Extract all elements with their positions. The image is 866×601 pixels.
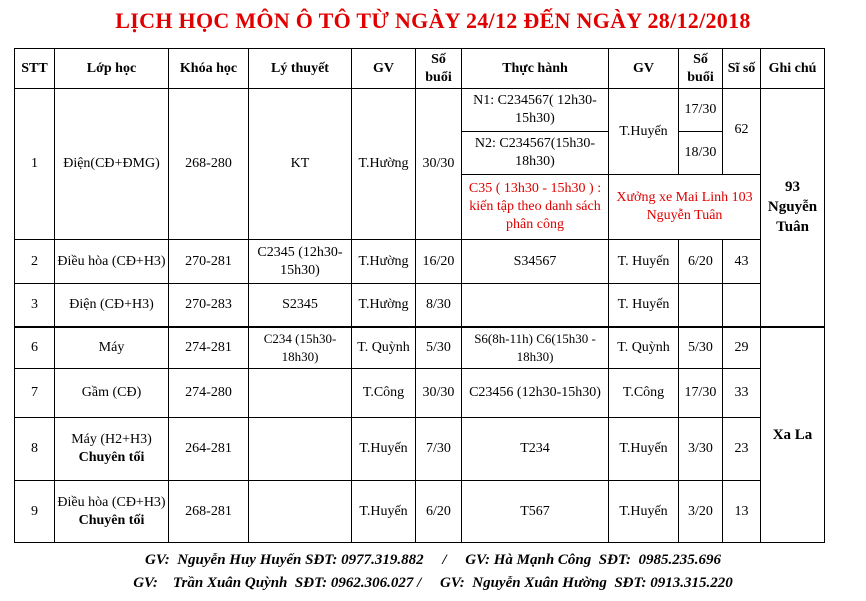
table-row: [15, 240, 825, 284]
cell-size: 33: [723, 369, 761, 418]
table-row: [15, 369, 825, 418]
cell-teacher-2: T.Công: [609, 369, 679, 418]
class-evening-tag: Chuyên tối: [78, 450, 145, 465]
cell-theory: KT: [249, 89, 352, 240]
col-header-size: Sĩ số: [723, 49, 761, 89]
cell-sessions-2: 5/30: [679, 327, 723, 369]
col-header-class: Lớp học: [55, 49, 169, 89]
cell-stt: 6: [15, 327, 55, 369]
cell-teacher-2: T.Huyến: [609, 418, 679, 481]
cell-sessions: 30/30: [416, 89, 462, 240]
cell-class: Máy: [55, 327, 169, 369]
cell-stt: 8: [15, 418, 55, 481]
col-header-sessions-2: Số buổi: [679, 49, 723, 89]
class-name: Điều hòa (CĐ+H3): [57, 494, 166, 510]
cell-sessions-2: 6/20: [679, 240, 723, 284]
header-row: [15, 49, 825, 89]
cell-class: Gầm (CĐ): [55, 369, 169, 418]
cell-stt: 3: [15, 284, 55, 327]
cell-theory: [249, 481, 352, 543]
cell-practice: S34567: [462, 240, 609, 284]
cell-teacher-2: T.Huyến: [609, 89, 679, 175]
cell-teacher: T.Huyến: [352, 418, 416, 481]
cell-sessions-2b: 18/30: [679, 132, 723, 175]
contact-line-2: GV: Trần Xuân Quỳnh SĐT: 0962.306.027 / GV: Nguyễn Xuân Hường SĐT: 0913.315.220: [133, 575, 733, 591]
cell-teacher: T.Huyến: [352, 481, 416, 543]
cell-size: 23: [723, 418, 761, 481]
cell-class: [55, 418, 169, 481]
col-header-theory: Lý thuyết: [249, 49, 352, 89]
col-header-sessions: Số buổi: [416, 49, 462, 89]
cell-course: 264-281: [169, 418, 249, 481]
cell-practice: C23456 (12h30-15h30): [462, 369, 609, 418]
table-row: [15, 327, 825, 369]
cell-sessions-2: [679, 284, 723, 327]
cell-course: 270-281: [169, 240, 249, 284]
cell-sessions: 6/20: [416, 481, 462, 543]
cell-sessions: 16/20: [416, 240, 462, 284]
cell-sessions: 7/30: [416, 418, 462, 481]
page-title: LỊCH HỌC MÔN Ô TÔ TỪ NGÀY 24/12 ĐẾN NGÀY 28/12/2018: [115, 8, 751, 33]
class-evening-tag: Chuyên tối: [78, 512, 145, 528]
cell-class: Điện(CĐ+ĐMG): [55, 89, 169, 240]
col-header-teacher-2: GV: [609, 49, 679, 89]
cell-practice-n2: N2: C234567(15h30-18h30): [462, 132, 609, 175]
cell-practice: S6(8h-11h) C6(15h30 - 18h30): [462, 327, 609, 369]
cell-teacher-2: T.Huyến: [609, 481, 679, 543]
cell-theory: S2345: [249, 284, 352, 327]
col-header-course: Khóa học: [169, 49, 249, 89]
cell-theory: [249, 418, 352, 481]
col-header-stt: STT: [15, 49, 55, 89]
table-row: [15, 284, 825, 327]
cell-practice-c35: C35 ( 13h30 - 15h30 ) : kiến tập theo danh sách phân công: [462, 175, 609, 240]
table-row: [15, 89, 825, 132]
cell-workshop-note: Xưởng xe Mai Linh 103 Nguyễn Tuân: [609, 175, 761, 240]
table-row: [15, 481, 825, 543]
cell-teacher-2: T. Quỳnh: [609, 327, 679, 369]
cell-teacher: T.Hường: [352, 240, 416, 284]
class-name: Máy (H2+H3): [71, 432, 152, 447]
cell-practice: T567: [462, 481, 609, 543]
cell-teacher-2: T. Huyến: [609, 240, 679, 284]
cell-size: [723, 284, 761, 327]
contact-line-1: GV: Nguyễn Huy Huyến SĐT: 0977.319.882 / GV: Hà Mạnh Công SĐT: 0985.235.696: [145, 552, 721, 568]
cell-practice-n1: N1: C234567( 12h30-15h30): [462, 89, 609, 132]
cell-course: 270-283: [169, 284, 249, 327]
cell-stt: 1: [15, 89, 55, 240]
cell-size: 43: [723, 240, 761, 284]
cell-stt: 2: [15, 240, 55, 284]
cell-size: 13: [723, 481, 761, 543]
cell-stt: 9: [15, 481, 55, 543]
cell-class: Điều hòa (CĐ+H3): [55, 240, 169, 284]
col-header-teacher: GV: [352, 49, 416, 89]
cell-theory: C2345 (12h30-15h30): [249, 240, 352, 284]
cell-course: 268-280: [169, 89, 249, 240]
cell-sessions-2: 3/20: [679, 481, 723, 543]
cell-teacher: T.Hường: [352, 89, 416, 240]
cell-note-location1: 93 Nguyễn Tuân: [761, 89, 825, 327]
cell-class: Điện (CĐ+H3): [55, 284, 169, 327]
cell-practice: T234: [462, 418, 609, 481]
cell-teacher-2: T. Huyến: [609, 284, 679, 327]
cell-sessions-2: 3/30: [679, 418, 723, 481]
cell-course: 274-280: [169, 369, 249, 418]
cell-sessions-2a: 17/30: [679, 89, 723, 132]
cell-course: 268-281: [169, 481, 249, 543]
cell-sessions: 8/30: [416, 284, 462, 327]
cell-size: 29: [723, 327, 761, 369]
cell-course: 274-281: [169, 327, 249, 369]
cell-note-location2: Xa La: [761, 327, 825, 543]
cell-class: [55, 481, 169, 543]
cell-sessions: 30/30: [416, 369, 462, 418]
cell-stt: 7: [15, 369, 55, 418]
cell-theory: [249, 369, 352, 418]
table-row: [15, 418, 825, 481]
schedule-table: [14, 48, 825, 543]
cell-sessions: 5/30: [416, 327, 462, 369]
cell-teacher: T. Quỳnh: [352, 327, 416, 369]
cell-teacher: T.Hường: [352, 284, 416, 327]
cell-theory: C234 (15h30-18h30): [249, 327, 352, 369]
col-header-note: Ghi chú: [761, 49, 825, 89]
col-header-practice: Thực hành: [462, 49, 609, 89]
cell-size: 62: [723, 89, 761, 175]
cell-practice: [462, 284, 609, 327]
cell-sessions-2: 17/30: [679, 369, 723, 418]
cell-teacher: T.Công: [352, 369, 416, 418]
